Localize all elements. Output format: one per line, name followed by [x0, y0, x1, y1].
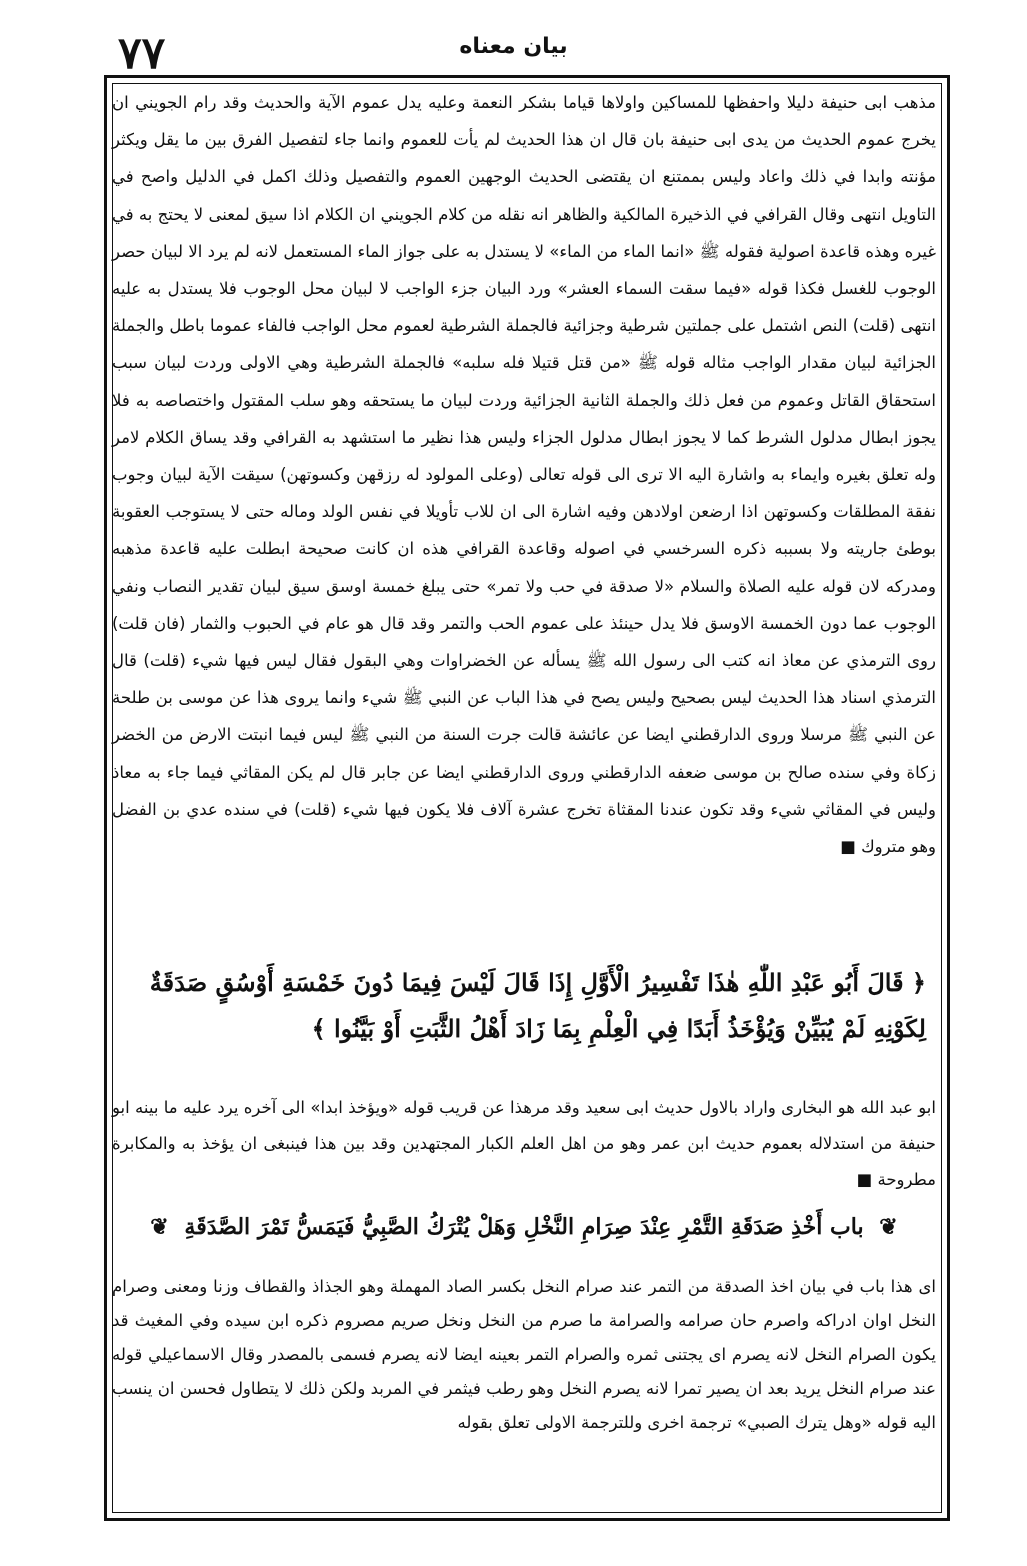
page-number: ٧٧ [118, 28, 166, 79]
commentary-block-3: اى هذا باب في بيان اخذ الصدقة من التمر عند صرام النخل بكسر الصاد المهملة وهو الجذاذ والقطاف وزنا ومعنى وصرام النخل اوان ادراكه واصرم حان صرامه والصرامة ما صرم من النخل ونخل صريم مصروم ذكره ابن سيده وفي المغيث قد يكون الصرام النخل لانه يصرم اى يجتنى ثمره والصرام التمر بعينه ايضا لانه يصرم فسمى بالمصدر وقال الاسماعيلي قوله عند صرام النخل يريد بعد ان يصير تمرا لانه يصرم النخل وهو رطب فيثمر في المربد ولكن ذلك لا يتطاول فحسن ان ينسب اليه قوله «وهل يترك الصبي» ترجمة اخرى وللترجمة الاولى تعلق بقوله [112, 1277, 936, 1432]
ornament-right-icon: ❦ [879, 1214, 898, 1240]
ornament-left-icon: ❦ [150, 1214, 169, 1240]
running-header: بيان معناه [459, 34, 568, 59]
chapter-heading-text: باب أَخْذِ صَدَقَةِ التَّمْرِ عِنْدَ صِرَامِ النَّخْلِ وَهَلْ يُتْرَكُ الصَّبِيُّ فَيَمَسُّ تَمْرَ الصَّدَقَةِ [184, 1214, 864, 1240]
chapter-heading [112, 1214, 936, 1240]
commentary-block: مذهب ابی حنیفة دليلا واحفظها للمساكين واولاها قياما بشكر النعمة وعليه يدل عموم الآية والحديث وقد رام الجويني ان يخرج عموم الحديث من يدى ابی حنیفة بان قال ان هذا الحديث لم يأت للعموم وانما جاء لتفصيل الفرق بين ما يقل ويكثر مؤنته وابدا في ذلك واعاد وليس بممتنع ان يقتضى الحديث الوجهين العموم والتفصيل وذلك اكمل في الدليل واصح في التاويل انتهى وقال القرافي في الذخيرة المالكية والظاهر انه نقله من كلام الجويني ان الكلام اذا سيق لمعنى لا يحتج به في غيره وهذه قاعدة اصولية فقوله ﷺ «انما الماء من الماء» لا يستدل به على جواز الماء المستعمل لانه لم يرد الا لبيان حصر الوجوب للغسل فكذا قوله «فيما سقت السماء العشر» ورد البيان جزء الواجب لا لبيان محل الوجوب فلا يستدل به عليه انتهى (قلت) النص اشتمل على جملتين شرطية وجزائية فالجملة الشرطية لعموم محل الواجب فالفاء عموما باطل والجملة الجزائية لبيان مقدار الواجب مثاله قوله ﷺ «من قتل قتيلا فله سلبه» فالجملة الشرطية وهي الاولى وردت لبيان سبب استحقاق القاتل وعموم من فعل ذلك والجملة الثانية الجزائية وردت لبيان ما يستحقه وهو سلب المقتول واختصاصه به فلا يجوز ابطال مدلول الشرط كما لا يجوز ابطال مدلول الجزاء وليس هذا نظير ما استشهد به القرافي وقد يساق الكلام لامر وله تعلق بغيره وايماء به واشارة اليه الا ترى الى قوله تعالى (وعلى المولود له رزقهن وكسوتهن) سيقت الآية لبيان وجوب نفقة المطلقات وكسوتهن اذا ارضعن اولادهن وفيه اشارة الى ان للاب تأويلا في نفس الولد وماله حتى لا يستوجب العقوبة بوطئ جاريته ولا بسببه ذكره السرخسي في اصوله وقاعدة القرافي هذه ان كانت صحيحة ابطلت عليه قاعدة مذهبه ومدركه لان قوله عليه الصلاة والسلام «لا صدقة في حب ولا تمر» حتى يبلغ خمسة اوسق سيق لبيان تقدير النصاب ونفي الوجوب عما دون الخمسة الاوسق فلا يدل حينئذ على عموم الحب والتمر وقد قال هو عام في الحبوب والثمار (فان قلت) روى الترمذي عن معاذ انه كتب الى رسول الله ﷺ يسأله عن الخضراوات وهي البقول فقال ليس فيها شيء (قلت) قال الترمذي اسناد هذا الحديث ليس بصحيح وليس يصح في هذا الباب عن النبي ﷺ شيء وانما يروى هذا عن موسى بن طلحة عن النبي ﷺ مرسلا وروى الدارقطني ايضا عن عائشة قالت جرت السنة من النبي ﷺ ليس فيما انبتت الارض من الخضر زكاة وفي سنده صالح بن موسى ضعفه الدارقطني وروى الدارقطني ايضا عن جابر قال لم يكن المقاثي فيما جاء به معاذ وليس في المقاثي شيء وقد تكون عندنا المقثاة تخرج عشرة آلاف فلا يكون فيها شيء (قلت) في سنده عدي بن الفضل وهو متروك ■ [112, 93, 936, 857]
matn-hadith-text: ﴿ قَالَ أَبُو عَبْدِ اللّٰهِ هٰذَا تَفْسِيرُ الْأَوَّلِ إِذَا قَالَ لَيْسَ فِيمَا دُونَ خَمْسَةِ أَوْسُقٍ صَدَقَةٌ لِكَوْنِهِ لَمْ يُبَيِّنْ وَيُؤْخَذُ أَبَدًا فِي الْعِلْمِ بِمَا زَادَ أَهْلُ الثَّبَتِ أَوْ بَيَّنُوا ﴾ [149, 968, 926, 1043]
commentary-block-2: ابو عبد الله هو البخاری واراد بالاول حديث ابی سعيد وقد مرهذا عن قريب قوله «ويؤخذ ابدا» الى آخره يرد عليه ما بينه ابو حنيفة من استدلاله بعموم حديث ابن عمر وهو من اهل العلم الكبار المجتهدين وقد بين هذا فينبغى ان يؤخذ به والمكابرة مطروحة ■ [112, 1098, 936, 1189]
